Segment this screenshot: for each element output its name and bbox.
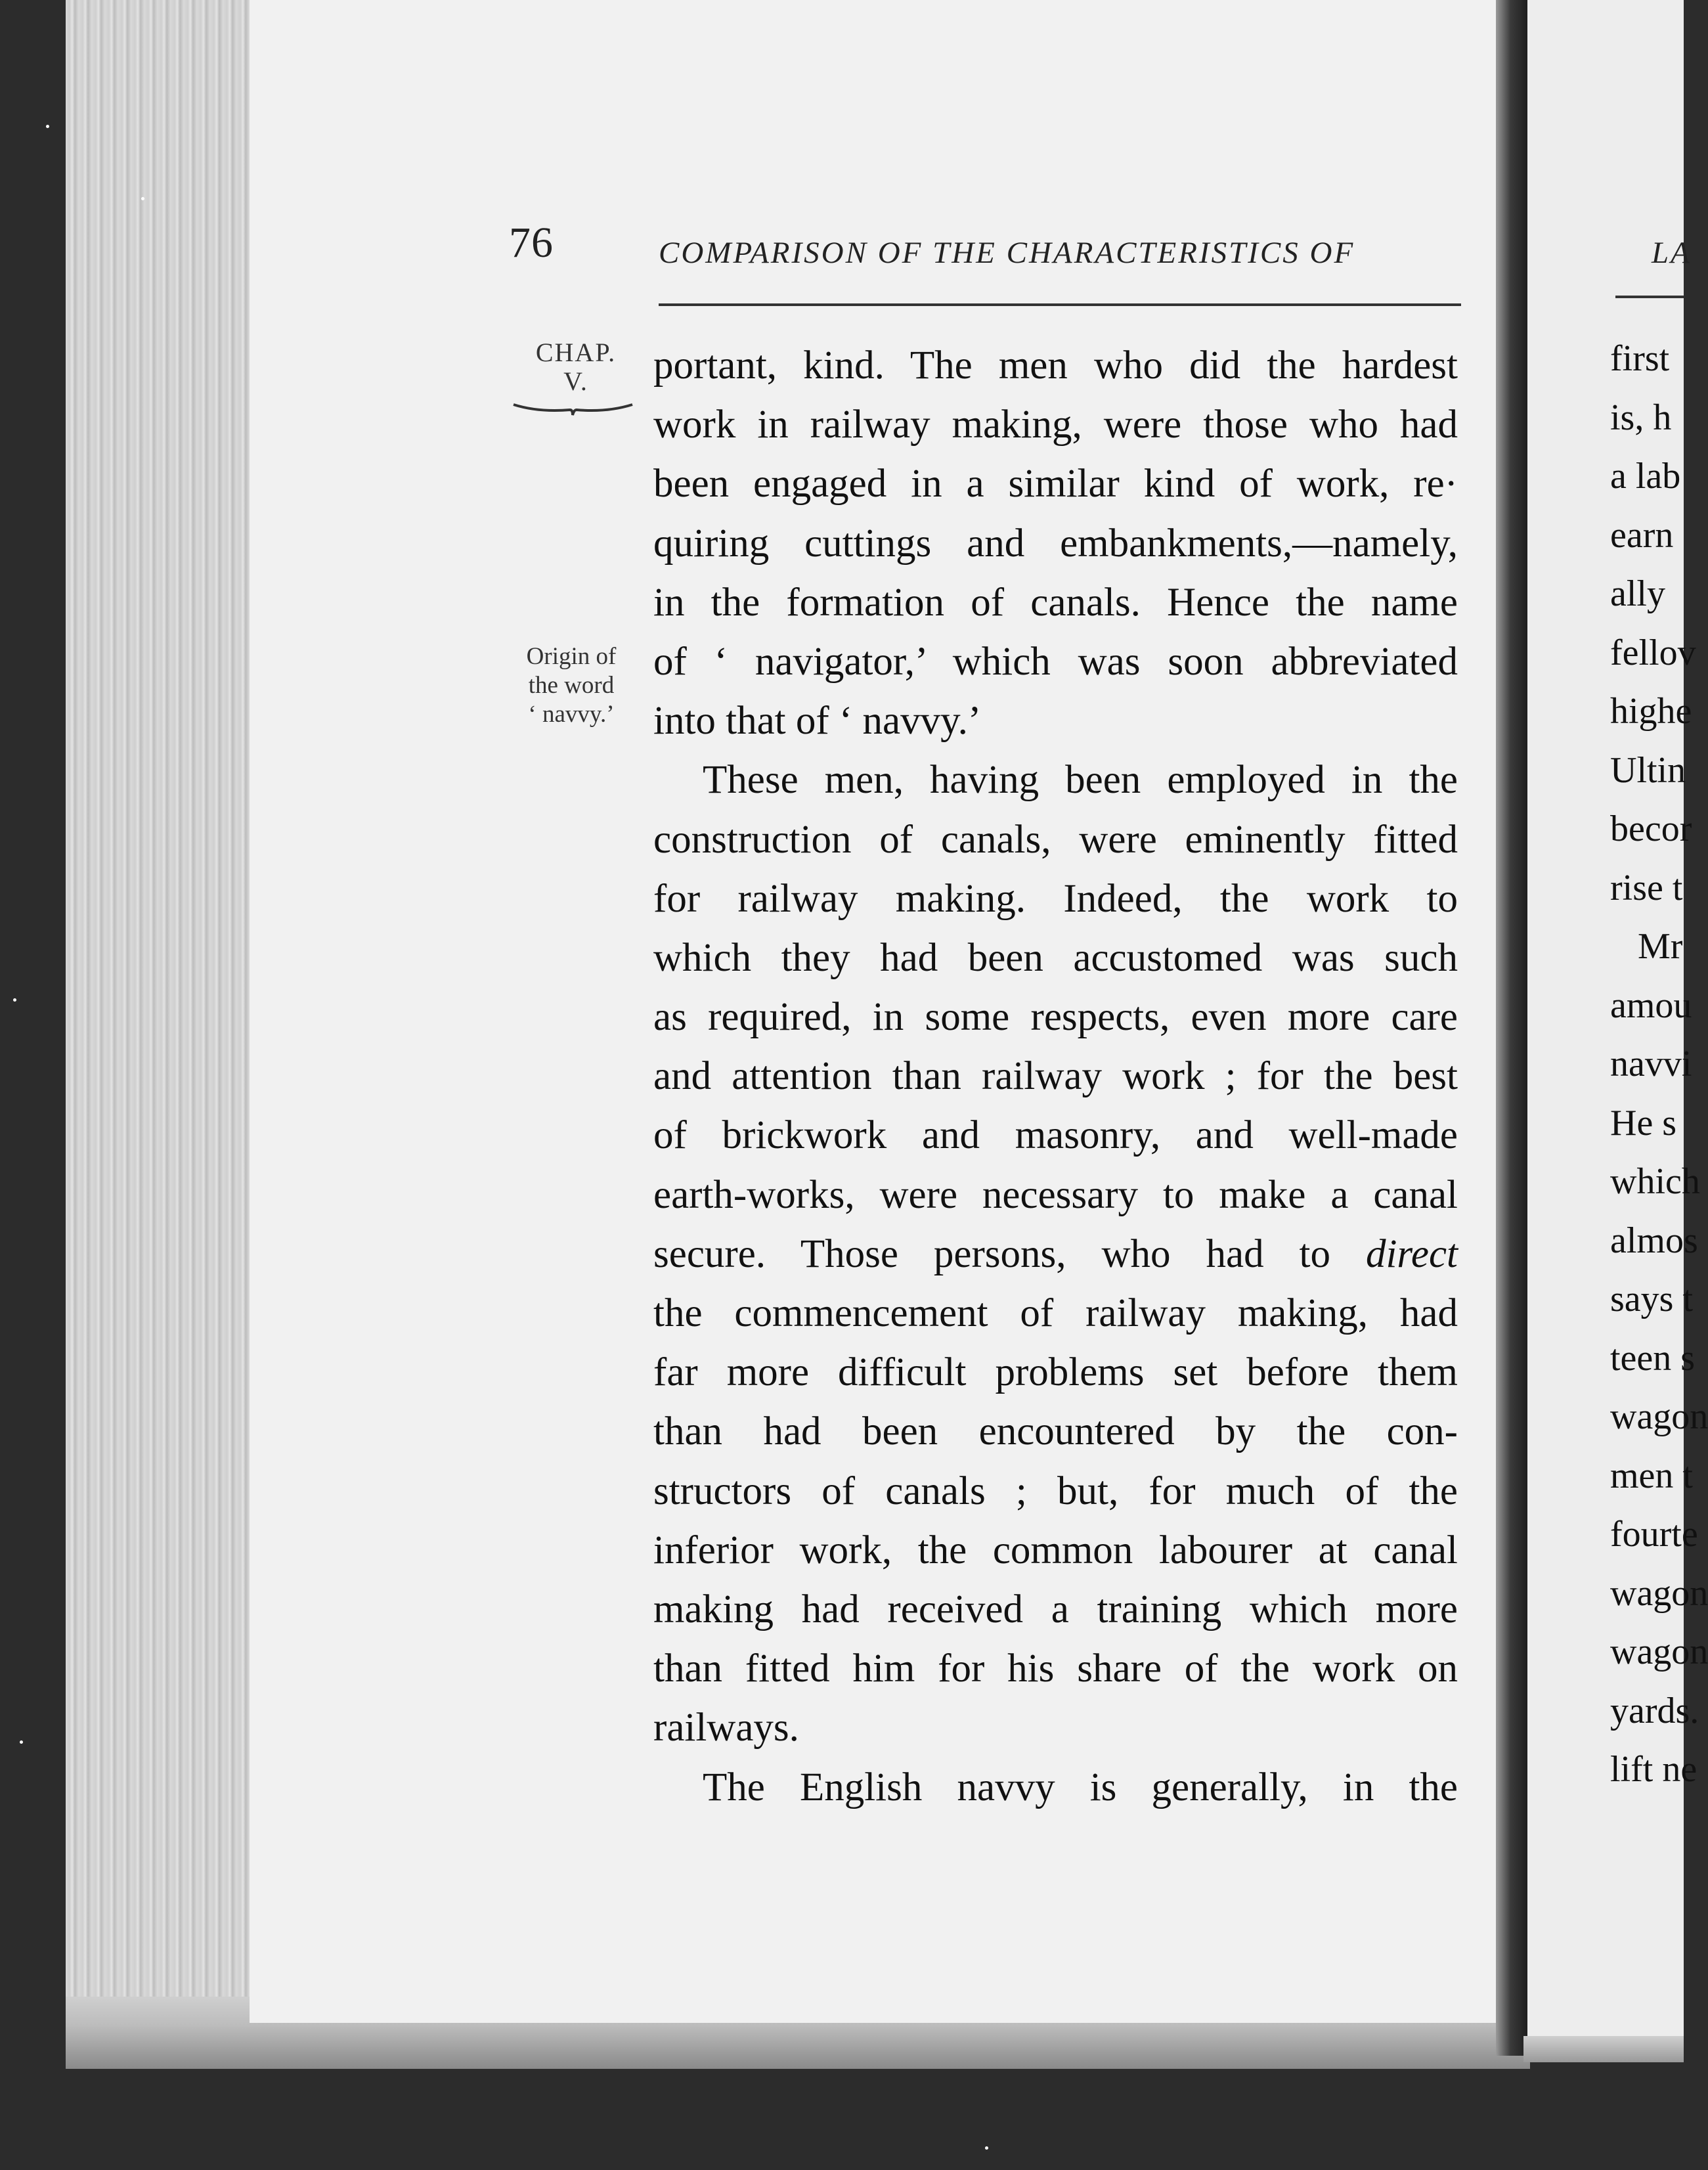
right-line: teen s <box>1610 1337 1696 1379</box>
side-note-line: the word <box>528 672 615 699</box>
right-line: wagon <box>1610 1631 1708 1672</box>
right-line: wagon <box>1610 1572 1708 1614</box>
italic-word-direct: direct <box>1365 1231 1458 1276</box>
page-number: 76 <box>509 219 554 267</box>
chapter-marker <box>527 338 625 396</box>
right-line: Mr <box>1638 926 1683 967</box>
right-line: almos <box>1610 1220 1698 1261</box>
right-line: is, h <box>1610 397 1672 438</box>
chapter-brace <box>512 401 634 420</box>
right-running-head: LA <box>1652 236 1692 270</box>
body-line: The English navvy is generally, in the <box>703 1765 1458 1809</box>
body-line: These men, having been employed in the <box>703 758 1458 803</box>
right-line: navvi <box>1610 1044 1692 1084</box>
body-line: into that of ‘ navvy.’ <box>653 699 982 743</box>
right-line: says t <box>1610 1279 1693 1319</box>
body-line: portant, kind. The men who did the hardest <box>653 343 1458 388</box>
chapter-number: V. <box>563 366 588 396</box>
side-note-line: ‘ navvy.’ <box>528 701 615 728</box>
body-line: the commencement of railway making, had <box>653 1291 1458 1335</box>
right-header-rule <box>1615 296 1684 298</box>
scan-speck <box>141 197 144 200</box>
side-note-line: Origin of <box>526 643 617 670</box>
body-line: in the formation of canals. Hence the name <box>653 580 1458 625</box>
right-line: amou <box>1610 985 1692 1026</box>
running-head: COMPARISON OF THE CHARACTERISTICS OF <box>659 236 1355 270</box>
right-line: highe <box>1610 691 1692 732</box>
body-line: construction of canals, were eminently fitted <box>653 817 1458 862</box>
right-line: rise t <box>1610 867 1683 908</box>
right-line: He s <box>1610 1102 1677 1143</box>
chapter-label: CHAP. <box>535 338 617 367</box>
scan-speck <box>985 2146 988 2150</box>
right-line: wagon <box>1610 1396 1708 1437</box>
right-line: ally <box>1610 573 1665 614</box>
body-line: for railway making. Indeed, the work to <box>653 876 1458 921</box>
body-line-text: secure. Those persons, who had to <box>653 1231 1330 1276</box>
right-line: which <box>1610 1161 1700 1202</box>
body-line: than fitted him for his share of the work on <box>653 1647 1458 1691</box>
book-gutter <box>1496 0 1529 2056</box>
body-line: been engaged in a similar kind of work, re· <box>653 462 1458 506</box>
right-line: Ultin <box>1610 749 1686 791</box>
body-line: railways. <box>653 1706 799 1750</box>
body-line: making had received a training which more <box>653 1587 1458 1631</box>
body-line-with-italic <box>653 1225 1458 1284</box>
body-line: as required, in some respects, even more care <box>653 995 1458 1040</box>
right-line: lift ne <box>1610 1749 1697 1790</box>
body-line: and attention than railway work ; for the best <box>653 1054 1458 1099</box>
header-rule <box>659 303 1461 306</box>
page-edges <box>66 0 257 2062</box>
body-line: quiring cuttings and embankments,—namely, <box>653 521 1458 565</box>
right-page-text <box>1610 330 1708 1800</box>
body-line: than had been encountered by the con- <box>653 1409 1458 1454</box>
scan-speck <box>46 125 49 128</box>
right-line: yards. <box>1610 1690 1699 1731</box>
right-line: first <box>1610 338 1670 379</box>
body-line: structors of canals ; but, for much of the <box>653 1469 1458 1513</box>
right-line: a lab <box>1610 456 1681 497</box>
right-line: earn <box>1610 514 1674 556</box>
body-line: inferior work, the common labourer at canal <box>653 1528 1458 1572</box>
right-line: men t <box>1610 1455 1693 1496</box>
body-line: of ‘ navigator,’ which was soon abbreviated <box>653 639 1458 684</box>
scan-speck <box>13 998 16 1002</box>
scan-speck <box>20 1740 23 1744</box>
right-line: fellov <box>1610 632 1696 673</box>
body-line: of brickwork and masonry, and well-made <box>653 1113 1458 1158</box>
body-line: earth-works, were necessary to make a canal <box>653 1172 1458 1217</box>
right-line: fourte <box>1610 1514 1698 1555</box>
body-text <box>653 336 1458 1817</box>
body-line: work in railway making, were those who had <box>653 403 1458 447</box>
body-line: which they had been accustomed was such <box>653 935 1458 980</box>
right-line: becor <box>1610 808 1692 849</box>
side-note-origin-of-navvy <box>506 642 637 729</box>
body-line: far more difficult problems set before them <box>653 1350 1458 1395</box>
right-page-edge <box>1523 2036 1684 2062</box>
